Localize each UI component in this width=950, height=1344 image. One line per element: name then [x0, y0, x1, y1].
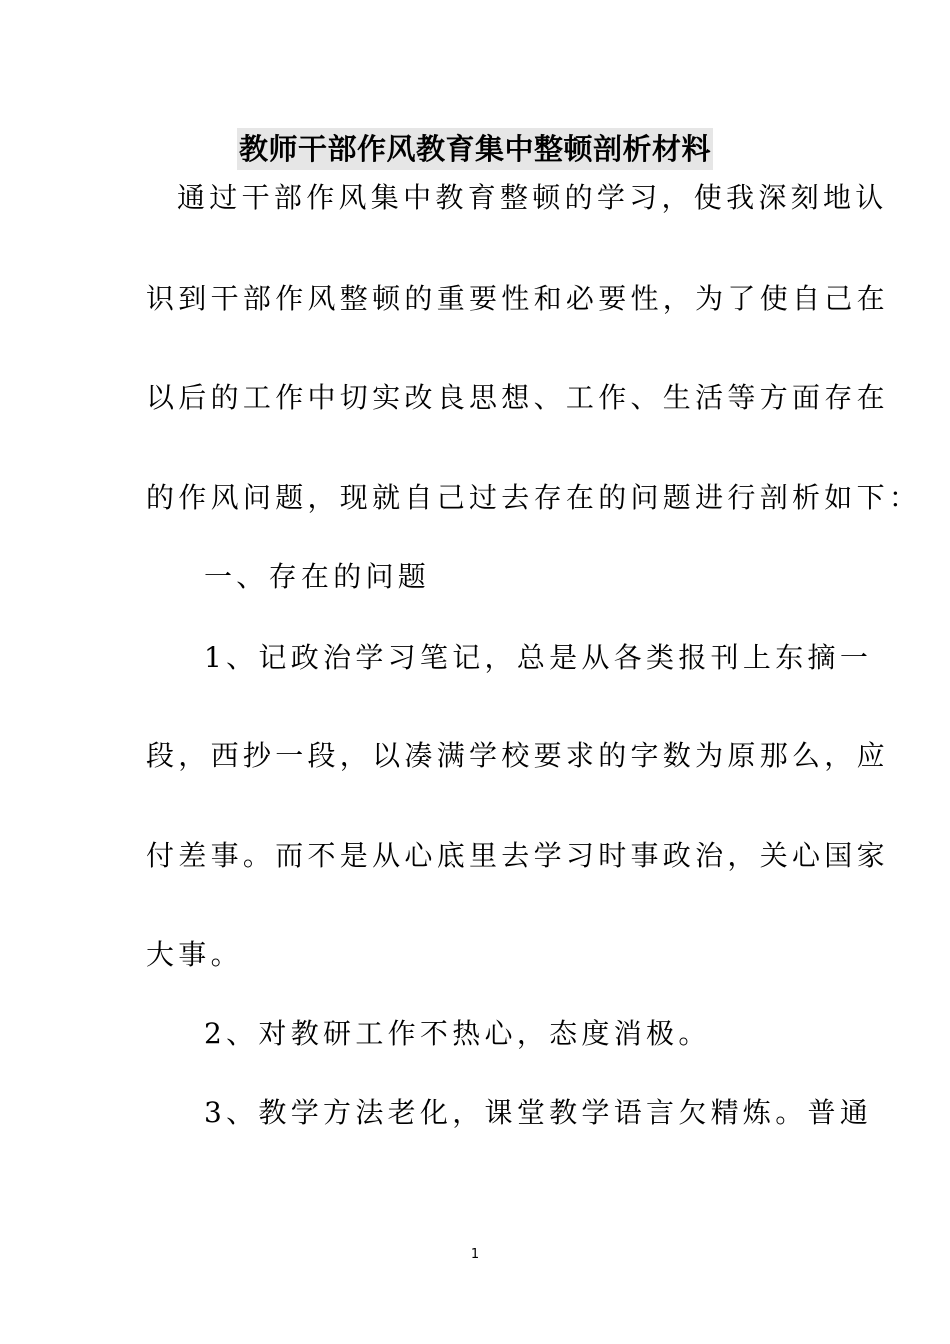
paragraph-line: 以后的工作中切实改良思想、工作、生活等方面存在	[146, 381, 889, 414]
paragraph-line: 大事。	[146, 938, 243, 971]
paragraph-line: 1、记政治学习笔记，总是从各类报刊上东摘一	[204, 641, 873, 674]
section-heading: 一、存在的问题	[204, 560, 431, 593]
paragraph-line: 段，西抄一段，以凑满学校要求的字数为原那么，应	[146, 739, 889, 772]
paragraph-line: 3、教学方法老化，课堂教学语言欠精炼。普通	[204, 1096, 873, 1129]
paragraph-line: 付差事。而不是从心底里去学习时事政治，关心国家	[146, 839, 889, 872]
paragraph-line: 识到干部作风整顿的重要性和必要性，为了使自己在	[146, 282, 889, 315]
paragraph-line: 的作风问题，现就自己过去存在的问题进行剖析如下：	[146, 481, 922, 514]
paragraph-line: 通过干部作风集中教育整顿的学习，使我深刻地认	[177, 181, 888, 214]
paragraph-line: 2、对教研工作不热心，态度消极。	[204, 1017, 711, 1050]
page-number: 1	[470, 1247, 480, 1262]
document-title-wrap	[0, 128, 950, 170]
document-title: 教师干部作风教育集中整顿剖析材料	[237, 128, 713, 170]
